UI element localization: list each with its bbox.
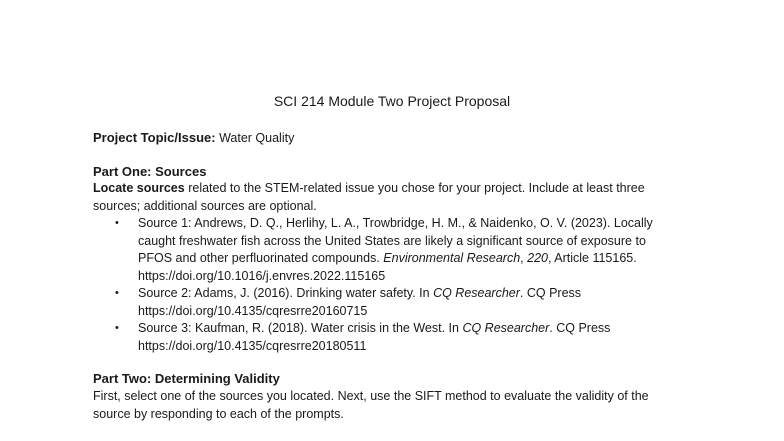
bullet-icon: • [115,217,119,229]
sources-list [93,215,683,355]
source-2-text: Source 2: Adams, J. (2016). Drinking water safety. In [138,286,430,300]
source-2-rest: . CQ Press https://doi.org/10.4135/cqresrre20160715 [138,286,582,318]
list-item [93,215,683,285]
part-one-intro-text: related to the STEM-related issue you chose for your project. Include at least three sources; additional sources are optional. [93,181,645,213]
source-3-journal: CQ Researcher [462,321,550,335]
source-3-rest: . CQ Press https://doi.org/10.4135/cqresrre20180511 [138,321,611,353]
source-1-volume: 220 [527,251,548,265]
part-one-intro-bold: Locate sources [93,181,185,195]
list-item [93,320,683,355]
document-title: SCI 214 Module Two Project Proposal [273,93,511,109]
source-1-comma: , [520,251,524,265]
project-topic-label: Project Topic/Issue: [93,130,216,145]
source-3-text: Source 3: Kaufman, R. (2018). Water crisis in the West. In [138,321,459,335]
part-two-heading: Part Two: Determining Validity [93,371,280,386]
project-topic-line [93,129,683,148]
project-topic-value: Water Quality [219,131,295,145]
source-2-journal: CQ Researcher [433,286,520,300]
part-one-intro [93,180,683,215]
bullet-icon: • [115,287,119,299]
part-two-text: First, select one of the sources you located. Next, use the SIFT method to evaluate the validity of the source by responding to each of the prompts. [93,389,649,421]
list-item [93,285,683,320]
source-1-text: Source 1: Andrews, D. Q., Herlihy, L. A., Trowbridge, H. M., & Naidenko, O. V. (2023). Locally caught freshwater fish across the United States are likely a significant source of exposure to PFOS and other perfluorinated compounds. [138,216,653,265]
bullet-icon: • [115,322,119,334]
source-1-journal: Environmental Research [383,251,521,265]
source-1-rest: , Article 115165. https://doi.org/10.1016/j.envres.2022.115165 [138,251,637,283]
part-one-heading: Part One: Sources [93,164,207,179]
